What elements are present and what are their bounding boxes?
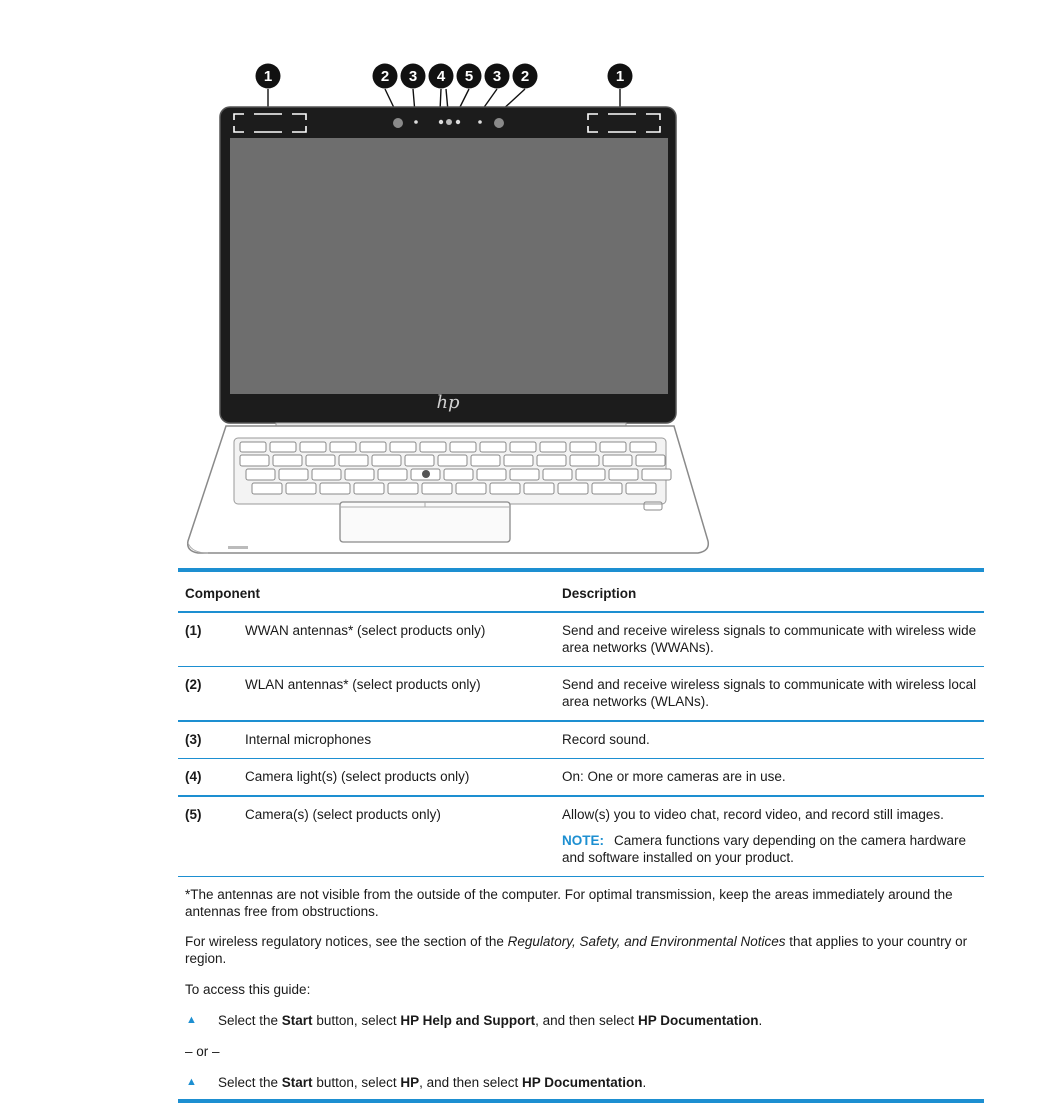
step-item: ▲ Select the Start button, select HP Help and Support, and then select HP Documentation. xyxy=(186,1013,763,1028)
table-header xyxy=(178,572,984,611)
table-bottom-rule xyxy=(178,1099,984,1103)
triangle-bullet-icon: ▲ xyxy=(186,1076,197,1088)
callout-2-left xyxy=(373,64,398,89)
step-item: ▲ Select the Start button, select HP, and then select HP Documentation. xyxy=(186,1075,647,1090)
table-row: (4) Camera light(s) (select products only) On: One or more cameras are in use. xyxy=(185,769,786,784)
header-description: Description xyxy=(562,586,637,601)
microphone-right xyxy=(478,120,482,124)
callout-1-left xyxy=(256,64,281,89)
header-component: Component xyxy=(185,586,260,601)
svg-text:3: 3 xyxy=(408,68,418,85)
regulatory-paragraph: For wireless regulatory notices, see the section of the Regulatory, Safety, and Environmental Notices that applies to your country or region. xyxy=(185,934,968,966)
camera-secondary xyxy=(456,120,460,124)
pointing-stick xyxy=(422,470,430,478)
camera xyxy=(446,119,452,125)
note-text: Camera functions vary depending on the camera hardware and software installed on your product. xyxy=(562,832,966,865)
table-row: (3) Internal microphones Record sound. xyxy=(185,731,650,747)
antenna-footnote: *The antennas are not visible from the outside of the computer. For optimal transmission, keep the areas immediately around the antennas free from obstructions. xyxy=(185,887,953,919)
note-label: NOTE: xyxy=(562,832,604,848)
laptop-illustration xyxy=(178,56,738,566)
callout-5 xyxy=(457,64,482,89)
callout-2-right xyxy=(513,64,538,89)
status-lights xyxy=(228,546,248,549)
svg-text:1: 1 xyxy=(263,68,273,85)
callout-3-left xyxy=(401,64,426,89)
svg-text:5: 5 xyxy=(464,68,474,85)
callout-4 xyxy=(429,64,454,89)
callout-1-right xyxy=(608,64,633,89)
table-row: (1) WWAN antennas* (select products only) Send and receive wireless signals to communicate with wireless wide area networks (WWANs). xyxy=(185,622,977,655)
wlan-antenna-left xyxy=(393,118,403,128)
touchpad xyxy=(340,502,510,542)
callout-3-right xyxy=(485,64,510,89)
or-separator: – or – xyxy=(185,1044,220,1059)
component-table-section xyxy=(178,568,984,1103)
laptop-figure xyxy=(178,56,738,566)
note xyxy=(562,832,977,866)
svg-text:4: 4 xyxy=(436,68,446,85)
svg-text:1: 1 xyxy=(615,68,625,85)
table-row: (5) Camera(s) (select products only) Allow(s) you to video chat, record video, and record still images. NOTE: Camera functions vary depending on the camera hardware and software installed on your product. xyxy=(178,797,984,876)
triangle-bullet-icon: ▲ xyxy=(186,1014,197,1026)
hp-logo: hp xyxy=(436,392,460,413)
display-screen xyxy=(230,138,668,394)
svg-text:2: 2 xyxy=(520,68,530,85)
wlan-antenna-right xyxy=(494,118,504,128)
table-row: (2) WLAN antennas* (select products only) Send and receive wireless signals to communicate with wireless local area networks (WLANs). xyxy=(185,677,977,709)
svg-text:2: 2 xyxy=(380,68,390,85)
camera-light xyxy=(439,120,443,124)
microphone-left xyxy=(414,120,418,124)
access-guide-text: To access this guide: xyxy=(185,982,311,997)
svg-text:3: 3 xyxy=(492,68,502,85)
